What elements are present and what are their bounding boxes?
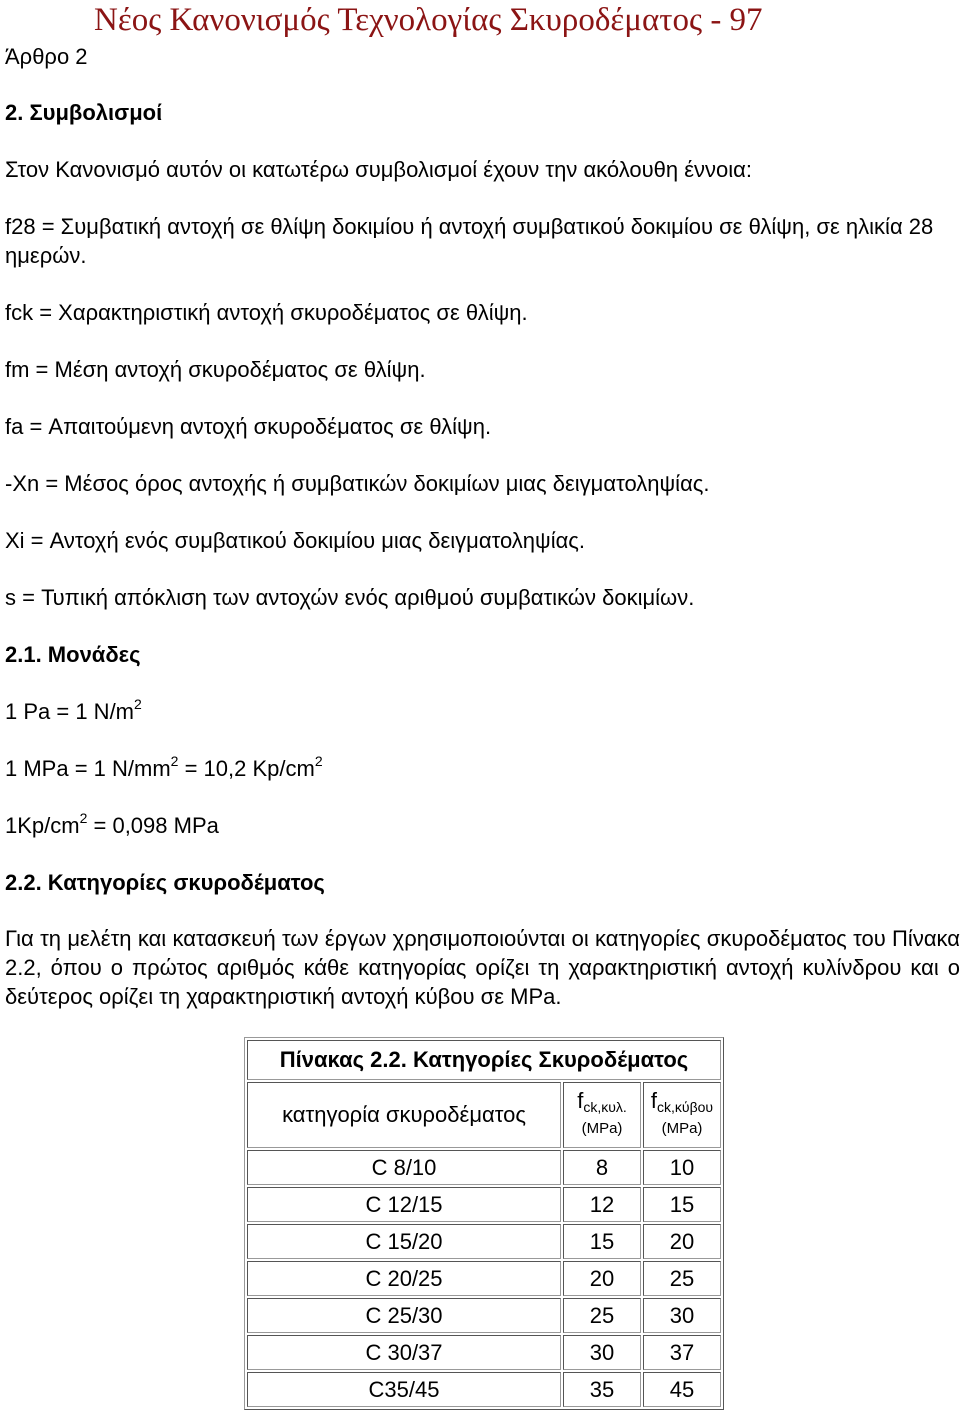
symbol-xi: Xi = Αντοχή ενός συμβατικού δοκιμίου μιας δειγματοληψίας.	[5, 528, 586, 553]
cell-fck-cube: 37	[643, 1335, 721, 1370]
header-fck-cylinder	[563, 1082, 641, 1148]
unit-mpa-text2: = 10,2 Kp/cm	[178, 756, 315, 781]
cell-category: C35/45	[247, 1372, 561, 1407]
header-fck-cube-sub: ck,κύβου	[657, 1099, 714, 1115]
unit-pa-text: 1 Pa = 1 N/m	[5, 699, 135, 724]
symbol-f28: f28 = Συμβατική αντοχή σε θλίψη δοκιμίου ή αντοχή συμβατικού δοκιμίου σε θλίψη, σε ηλικία 28 ημερών.	[5, 214, 934, 268]
header-category: κατηγορία σκυροδέματος	[247, 1082, 561, 1148]
symbol-fm: fm = Μέση αντοχή σκυροδέματος σε θλίψη.	[5, 357, 426, 382]
table-row	[247, 1261, 721, 1296]
unit-pa	[5, 696, 142, 725]
unit-pa-exp: 2	[134, 696, 142, 712]
categories-heading: 2.2. Κατηγορίες σκυροδέματος	[5, 870, 325, 895]
cell-fck-cylinder: 15	[563, 1224, 641, 1259]
symbol-xn: -Xn = Μέσος όρος αντοχής ή συμβατικών δοκιμίων μιας δειγματοληψίας.	[5, 471, 710, 496]
symbol-s: s = Τυπική απόκλιση των αντοχών ενός αριθμού συμβατικών δοκιμίων.	[5, 585, 695, 610]
table-row	[247, 1372, 721, 1407]
symbol-fck: fck = Χαρακτηριστική αντοχή σκυροδέματος σε θλίψη.	[5, 300, 528, 325]
cell-fck-cube: 20	[643, 1224, 721, 1259]
table-caption: Πίνακας 2.2. Κατηγορίες Σκυροδέματος	[247, 1040, 721, 1080]
article-label: Άρθρο 2	[5, 44, 88, 69]
cell-fck-cube: 10	[643, 1150, 721, 1185]
symbols-heading: 2. Συμβολισμοί	[5, 100, 163, 125]
page-title: Νέος Κανονισμός Τεχνολογίας Σκυροδέματος - 97	[94, 2, 763, 38]
cell-category: C 12/15	[247, 1187, 561, 1222]
unit-kp-exp: 2	[79, 810, 88, 826]
symbol-fa: fa = Απαιτούμενη αντοχή σκυροδέματος σε θλίψη.	[5, 414, 492, 439]
cell-category: C 15/20	[247, 1224, 561, 1259]
cell-fck-cube: 45	[643, 1372, 721, 1407]
cell-fck-cube: 15	[643, 1187, 721, 1222]
cell-category: C 8/10	[247, 1150, 561, 1185]
table-caption-row	[247, 1040, 721, 1080]
table-row	[247, 1335, 721, 1370]
header-fck-cyl-symbol: f	[577, 1088, 584, 1113]
cell-fck-cylinder: 30	[563, 1335, 641, 1370]
cell-fck-cube: 30	[643, 1298, 721, 1333]
symbols-intro: Στον Κανονισμό αυτόν οι κατωτέρω συμβολισμοί έχουν την ακόλουθη έννοια:	[5, 157, 753, 182]
unit-mpa	[5, 753, 323, 782]
unit-mpa-exp2: 2	[314, 753, 323, 769]
table-header-row	[247, 1082, 721, 1148]
table-row	[247, 1150, 721, 1185]
table-row	[247, 1298, 721, 1333]
cell-fck-cube: 25	[643, 1261, 721, 1296]
header-fck-cube-symbol: f	[650, 1088, 658, 1113]
concrete-categories-table	[244, 1037, 724, 1410]
cell-fck-cylinder: 12	[563, 1187, 641, 1222]
categories-paragraph: Για τη μελέτη και κατασκευή των έργων χρησιμοποιούνται οι κατηγορίες σκυροδέματος του Πίνακα 2.2, όπου ο πρώτος αριθμός κάθε κατηγορίας ορίζει τη χαρακτηριστική αντοχή κυλίνδρου και ο δεύτερος ορίζει τη χαρακτηριστική αντοχή κύβου σε MPa.	[5, 926, 960, 1009]
header-fck-cube	[643, 1082, 721, 1148]
unit-kp-text: 1Kp/cm	[5, 813, 80, 838]
cell-fck-cylinder: 8	[563, 1150, 641, 1185]
cell-category: C 25/30	[247, 1298, 561, 1333]
unit-mpa-exp: 2	[170, 753, 179, 769]
cell-fck-cylinder: 35	[563, 1372, 641, 1407]
table-row	[247, 1224, 721, 1259]
header-fck-cyl-sub: ck,κυλ.	[583, 1099, 627, 1115]
table-row	[247, 1187, 721, 1222]
cell-fck-cylinder: 20	[563, 1261, 641, 1296]
header-fck-cyl-unit: (MPa)	[581, 1120, 623, 1137]
header-fck-cube-unit: (MPa)	[661, 1120, 703, 1137]
cell-fck-cylinder: 25	[563, 1298, 641, 1333]
cell-category: C 20/25	[247, 1261, 561, 1296]
cell-category: C 30/37	[247, 1335, 561, 1370]
unit-mpa-text: 1 MPa = 1 N/mm	[5, 756, 171, 781]
unit-kp-text2: = 0,098 MPa	[87, 813, 219, 838]
units-heading: 2.1. Μονάδες	[5, 642, 141, 667]
unit-kp	[5, 810, 219, 839]
